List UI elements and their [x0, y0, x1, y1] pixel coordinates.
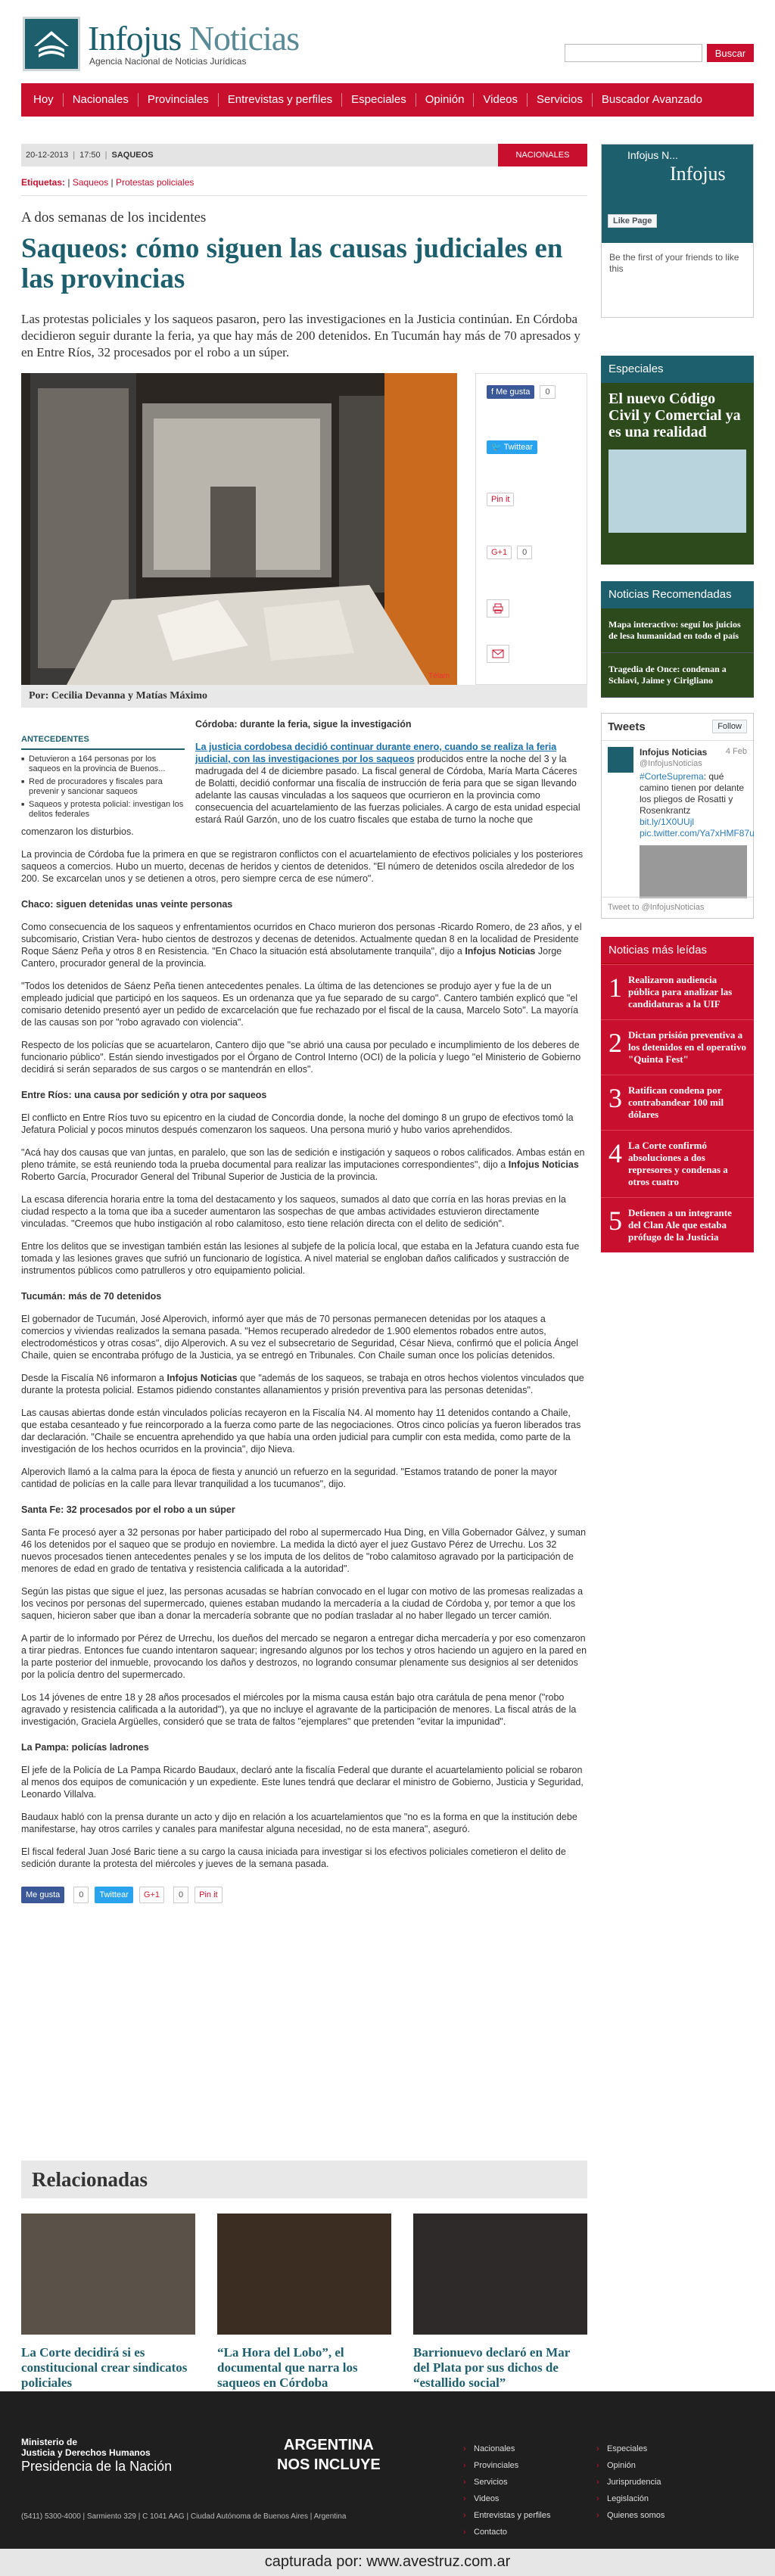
fb-page-title[interactable]: Infojus N... [627, 149, 678, 161]
avatar[interactable] [608, 747, 633, 773]
paragraph: La provincia de Córdoba fue la primera en que se registraron conflictos con el acuartelamiento de efectivos policiales y los posteriores saqueos a comercios. Hubo un muerto, decenas de heridos y cientos de detenidos. "El número de detenidos oscila alrededor de los 200. Se excarcelan unos y se detienen a otros, pero siempre cerca de ese número". [21, 849, 584, 884]
recom-item[interactable]: Tragedia de Once: condenan a Schiavi, Jaime y Cirigliano [601, 653, 754, 698]
rank-number: 3 [608, 1083, 622, 1113]
arg-line: ARGENTINA [283, 2437, 374, 2453]
bottom-share-bar [21, 1887, 587, 1903]
fb-count-bottom: 0 [73, 1887, 89, 1903]
tweet-image[interactable] [640, 845, 747, 898]
rank-number: 5 [608, 1206, 622, 1236]
most-read-title: Noticias más leídas [601, 937, 754, 964]
footer-link[interactable]: › Videos [463, 2494, 596, 2503]
codigo-title[interactable]: El nuevo Código Civil y Comercial ya es una realidad [608, 390, 741, 440]
nav-entrevistas[interactable]: Entrevistas y perfiles [219, 93, 342, 107]
facebook-like-button[interactable] [487, 385, 534, 399]
subhead-entre-rios: Entre Ríos: una causa por sedición y otra por saqueos [21, 1090, 267, 1100]
nav-videos[interactable]: Videos [474, 93, 528, 107]
google-plus-button[interactable]: G+1 [487, 546, 512, 559]
paragraph-text: Como consecuencia de los saqueos y enfrentamientos ocurridos en Chaco murieron dos personas -Ricardo Romero, de 23 años, y el subcomisario, Cristian Vera- hubo cientos de destrozos y decenas de detenidos. Actualmente quedan 8 en la localidad de Presidente Roque Sáenz Peña y otros 8 en Resistencia. "En Chaco la situación está absolutamente tranquila", dijo a [21, 922, 582, 957]
article-column [21, 144, 587, 1903]
fb-like-label: Me gusta [496, 387, 531, 397]
capture-caption: capturada por: www.avestruz.com.ar [0, 2549, 775, 2576]
footer-link[interactable]: › Jurisprudencia [596, 2478, 730, 2487]
footer-link[interactable]: › Contacto [463, 2528, 596, 2537]
paragraph: "Todos los detenidos de Sáenz Peña tienen antecedentes penales. La última de las detenciones se produjo ayer y fue la de un empleado judicial que participó en los saqueos. Es un ordenanza que ya fue separado de su cargo". Cantero también explicó que "el comisario detenido presentó ayer un pedido de excarcelación que fue rechazado por el fiscal de la causa, Marcelo Soto". La mayoría de las causas son por "robo agravado con violencia". [21, 981, 579, 1028]
fb-page-cover[interactable] [602, 145, 753, 243]
site-logo[interactable] [23, 17, 299, 71]
footer-link[interactable]: › Servicios [463, 2478, 596, 2487]
related-thumbnail[interactable] [413, 2214, 587, 2335]
pinterest-button-bottom[interactable]: Pin it [195, 1887, 222, 1903]
antecedentes-title: ANTECEDENTES [21, 733, 185, 750]
most-read-text[interactable]: La Corte confirmó absoluciones a dos represores y condenas a otros cuatro [628, 1140, 728, 1187]
paragraph-text: Desde la Fiscalía N6 informaron a [21, 1373, 167, 1383]
most-read-item[interactable] [601, 1130, 754, 1197]
article-headline: Saqueos: cómo siguen las causas judiciales en las provincias [21, 233, 563, 294]
antecedente-link[interactable]: ■ Red de procuradores y fiscales para prevenir y sancionar saqueos [21, 777, 185, 797]
facebook-icon: f [491, 387, 496, 397]
recom-title: Noticias Recomendadas [601, 581, 754, 608]
tweet-handle[interactable]: @InfojusNoticias [640, 759, 702, 768]
rank-number: 2 [608, 1028, 622, 1058]
logo-main: Infojus [88, 19, 182, 58]
footer-link[interactable]: › Entrevistas y perfiles [463, 2511, 596, 2520]
bold-text: Infojus Noticias [167, 1373, 238, 1383]
most-read-item[interactable] [601, 1197, 754, 1252]
gp-count-bottom: 0 [173, 1887, 188, 1903]
related-section [21, 2161, 587, 2391]
argentina-logo [277, 2435, 381, 2475]
tweets-title: Tweets [602, 714, 753, 741]
ministry-line: Ministerio de [21, 2437, 78, 2447]
nav-especiales[interactable]: Especiales [342, 93, 416, 107]
print-button[interactable] [487, 599, 509, 618]
main-nav [21, 83, 754, 117]
footer-link[interactable]: › Quienes somos [596, 2511, 730, 2520]
article-byline: Por: Cecilia Devanna y Matías Máximo [21, 685, 587, 708]
codigo-image[interactable] [608, 450, 746, 533]
dateline: 20-12-2013 | 17:50 | SAQUEOS NACIONALES [21, 144, 587, 166]
bold-text: Infojus Noticias [508, 1159, 579, 1170]
arg-line: NOS INCLUYE [277, 2456, 381, 2473]
page [21, 0, 755, 2390]
subhead-santa-fe: Santa Fe: 32 procesados por el robo a un súper [21, 1504, 235, 1515]
mail-icon [492, 649, 504, 658]
footer-link[interactable]: › Provinciales [463, 2461, 596, 2470]
most-read-text[interactable]: Dictan prisión preventiva a los detenidos en el operativo "Quinta Fest" [628, 1029, 746, 1065]
paragraph-text: que "además de los saqueos, se trabaja en otros hechos violentos vinculados que durante la protesta policial. Estamos pidiendo constantes allanamientos y prisión preventiva para las personas detenidas". [21, 1373, 584, 1395]
google-plus-button-bottom[interactable]: G+1 [139, 1887, 164, 1903]
site-header [21, 0, 754, 83]
tweet-compose[interactable]: Tweet to @InfojusNoticias [602, 897, 753, 918]
search-input[interactable] [565, 44, 702, 62]
gp-count: 0 [517, 546, 532, 559]
photo-credit: Télam [428, 672, 450, 680]
tweet-text [602, 768, 753, 839]
paragraph: El conflicto en Entre Ríos tuvo su epicentro en la ciudad de Concordia donde, la noche del domingo 8 un grupo de efectivos tomó la Jefatura Policial y pocos minutos después comenzaron los saqueos. Una persona murió y hubo varios aprehendidos. [21, 1112, 574, 1135]
related-item-title[interactable]: La Corte decidirá si es constitucional crear sindicatos policiales [21, 2345, 188, 2390]
paragraph: Los 14 jóvenes de entre 18 y 28 años procesados el miércoles por la misma causa están bajo otra carátula de pena menor ("robo agravado y resistencia calificada a la autoridad"), ya que no incluye el agravante de la participación de menores. La fiscal atrás de la investigación, Graciela Argüelles, consideró que se trata de faltos "ejemplares" que pretenden "evitar la impunidad". [21, 1692, 577, 1727]
fb-page-logo: Infojus [670, 163, 726, 185]
ministry-presidencia: Presidencia de la Nación [21, 2459, 173, 2474]
fb-like-page-button[interactable]: Like Page [608, 214, 657, 228]
ministry-logo[interactable] [21, 2437, 172, 2472]
logo-subtitle: Agencia Nacional de Noticias Jurídicas [89, 56, 247, 67]
share-box [475, 373, 587, 685]
fb-page-text: Be the first of your friends to like this [609, 252, 739, 274]
paragraph [21, 1372, 587, 1396]
nav-opinion[interactable]: Opinión [416, 93, 475, 107]
subhead-chaco: Chaco: siguen detenidas unas veinte personas [21, 899, 233, 910]
tweet-date[interactable]: 4 Feb [725, 747, 747, 756]
paragraph: Las causas abiertas donde están vinculados policías recayeron en la Fiscalía N4. Al momento hay 11 detenidos contando a Chaile, que estaba cesanteado y fue reincorporado a la fuerza como parte de las negociaciones. Otros cinco policías ya fueron liberados tras dar declaración. "Chaile se encuentra aprehendido ya que había una orden judicial para cumplir con esta medida, como parte de la investigación de los hechos ocurridos en la provincia", dijo Nieva. [21, 1408, 581, 1454]
related-title: Relacionadas [21, 2161, 587, 2198]
most-read [601, 937, 754, 1252]
most-read-item[interactable] [601, 964, 754, 1019]
media-row [21, 373, 587, 708]
footer-link[interactable]: › Legislación [596, 2494, 730, 2503]
twitter-widget [601, 713, 754, 919]
most-read-text[interactable]: Realizaron audiencia pública para analizar las candidaturas a la UIF [628, 974, 733, 1010]
paragraph: Baudaux habló con la prensa durante un acto y dijo en relación a los acuartelamientos que "no es la forma en que la institución debe manifestarse, hay otros carriles y canales para manifestar alguna necesidad, no de esta manera", aseguró. [21, 1812, 577, 1834]
paragraph: El fiscal federal Juan José Baric tiene a su cargo la causa iniciada para investigar si los efectivos policiales cometieron el delito de sedición durante la protesta del miércoles y jueves de la semana pasada. [21, 1846, 566, 1869]
article-body [21, 718, 587, 1903]
tag-saqueos[interactable]: Saqueos [72, 177, 109, 188]
twitter-button-bottom[interactable]: Twittear [95, 1887, 133, 1903]
article-kicker: A dos semanas de los incidentes [21, 210, 207, 226]
tweet-hashtag[interactable]: #CorteSuprema [640, 771, 704, 782]
paragraph-text: Roberto García, Procurador General del Tribunal Superior de Justicia de la provincia. [21, 1171, 378, 1182]
tweet-author[interactable] [602, 741, 753, 768]
most-read-item[interactable] [601, 1075, 754, 1130]
rank-number: 1 [608, 972, 622, 1003]
paragraph [21, 1146, 587, 1183]
inline-link[interactable]: La justicia cordobesa decidió continuar durante enero, cuando se realiza la feria judicial, con las investigaciones por los saqueos [195, 742, 557, 764]
print-icon [493, 603, 503, 614]
article-date: 20-12-2013 [26, 151, 69, 160]
paragraph: Respecto de los policías que se acuartelaron, Cantero dijo que "se abrió una causa por peculado e incumplimiento de los deberes de funcionario público". Están siendo investigados por el Órgano de Control Interno (OCI) de la policía y luego "el Ministerio de Gobierno decidirá si serán separados de sus cargos o se mantendrán en ellos". [21, 1040, 581, 1075]
article-photo[interactable] [21, 373, 457, 685]
section-badge[interactable]: NACIONALES [498, 144, 587, 166]
related-item-title[interactable]: “La Hora del Lobo”, el documental que narra los saqueos en Córdoba [217, 2345, 358, 2390]
twitter-follow-button[interactable]: Follow [712, 720, 747, 733]
footer-address: (5411) 5300-4000 | Sarmiento 329 | C 1041 AAG | Ciudad Autónoma de Buenos Aires | Argentina [21, 2512, 347, 2521]
tweet-link[interactable]: bit.ly/1X0UUjl pic.twitter.com/Ya7xHMF87u [640, 817, 755, 838]
related-item-title[interactable]: Barrionuevo declaró en Mar del Plata por sus dichos de “estallido social” [413, 2345, 570, 2390]
related-thumbnail[interactable] [217, 2214, 391, 2335]
ministry-line: Justicia y Derechos Humanos [21, 2447, 151, 2458]
article-section[interactable]: SAQUEOS [111, 151, 154, 160]
most-read-text[interactable]: Ratifican condena por contrabandear 100 mil dólares [628, 1084, 724, 1120]
most-read-item[interactable] [601, 1019, 754, 1075]
footer-link[interactable]: › Nacionales [463, 2444, 596, 2453]
tweet-user-name[interactable]: Infojus Noticias [640, 747, 708, 758]
bold-text: Infojus Noticias [465, 946, 536, 957]
paragraph: Entre los delitos que se investigan también están las lesiones al subjefe de la policía local, que estaba en la Jefatura cuando esta fue tomada y las lesiones graves que sufrió un funcionario de logística. A nivel material se engloban daños calificados y sustracción de instrumentos públicos como patrulleros y otro equipamiento policial. [21, 1241, 580, 1276]
footer-link[interactable]: › Opinión [596, 2461, 730, 2470]
paragraph: Según las pistas que sigue el juez, las personas acusadas se habrían convocado en el lugar con motivo de las promesas realizadas a los vecinos por personas del supermercado, quienes estaban mudando la mercadería a la ciudad de Córdoba y, por temor a que los saquen, hicieron saber que iban a donar la mercadería sobrante que no podían trasladar al no haber llegado un tercer camión. [21, 1586, 584, 1621]
rank-number: 4 [608, 1138, 622, 1168]
recommended-news [601, 581, 754, 698]
subhead-la-pampa: La Pampa: policías ladrones [21, 1742, 149, 1753]
paragraph-text: Jorge Cantero, procurador general de la provincia. [21, 946, 562, 969]
logo-second: Noticias [188, 19, 300, 58]
pinterest-button[interactable]: Pin it [487, 493, 514, 506]
footer-link[interactable]: › Especiales [596, 2444, 730, 2453]
footer-links [463, 2444, 730, 2537]
paragraph: El gobernador de Tucumán, José Alperovich, informó ayer que más de 70 personas permanecen detenidas por los ataques a comercios y viviendas realizados la semana pasada. "Hemos recuperado alrededor de 1.900 elementos robados entre autos, electrodomésticos y otras cosas", dijo Alperovich. A su vez el subsecretario de Seguridad, César Nieva, confirmó que el policía Ángel Chaile, quien se encontraba prófugo de la Justicia, ya se entregó en Tribunales. Con Chaile suman once los policías detenidos. [21, 1314, 579, 1361]
twitter-icon: 🐦 [491, 443, 504, 452]
nav-buscador[interactable]: Buscador Avanzado [601, 93, 703, 106]
codigo-civil-promo[interactable] [601, 383, 754, 565]
tags-row: Etiquetas: | Saqueos | Protestas policiales [21, 177, 587, 196]
paragraph: Alperovich llamó a la calma para la época de fiesta y anunció un refuerzo en la seguridad. "Estamos tratando de poner la mayor cantidad de policías en la calle para llevar tranquilidad a los tucumanos", dijo. [21, 1467, 558, 1489]
recom-item[interactable]: Mapa interactivo: seguí los juicios de lesa humanidad en todo el país [601, 608, 754, 653]
antecedente-link[interactable]: ■ Saqueos y protesta policial: investigan los delitos federales [21, 800, 185, 820]
tw-label: Twittear [503, 443, 534, 452]
paragraph: Santa Fe procesó ayer a 32 personas por haber participado del robo al supermercado Hua Ding, en Villa Gobernador Gálvez, y suman 46 los detenidos por el saqueo que se produjo en noviembre. La medida la dictó ayer el juez Gustavo Pérez de Urrechu. Los 32 nuevos procesados tienen antecedentes penales y se los imputa de los delitos de "robo calamitoso agravado por la participación de menores de edad en grado de tentativa y resistencia calificada a la autoridad". [21, 1527, 587, 1574]
facebook-page-widget [601, 144, 754, 318]
fb-like-count: 0 [540, 385, 555, 399]
antecedentes-box [21, 733, 185, 823]
section-cordoba-title: Córdoba: durante la feria, sigue la investigación [195, 719, 412, 730]
article-lead: Las protestas policiales y los saqueos pasaron, pero las investigaciones en la Justicia continúan. En Córdoba decidieron seguir durante la feria, ya que hay más de 200 detenidos. En Tucumán hay más de 70 apresados y en Entre Ríos, 32 procesados por el robo a un súper. [21, 312, 580, 359]
paragraph-text: "Acá hay dos causas que van juntas, en paralelo, que son las de sedición e instigación y saqueos o robos calificados. Ambas están en pleno trámite, se está reuniendo toda la prueba documental para realizar las imputaciones correspondientes", dijo a [21, 1147, 585, 1170]
related-thumbnail[interactable] [21, 2214, 195, 2335]
site-footer [0, 2391, 775, 2576]
paragraph-text: producidos entre la noche del 3 y la madrugada del 4 de diciembre pasado. La fiscal general de Córdoba, María Marta Cáceres de Bolatti, decidió conformar una fiscalía de instrucción de feria para que se sigan llevando adelante las causas vinculadas a los saqueos que ocurrieron en la provincia como consecuencia del acuartelamiento de las fuerzas policiales. A cargo de esta unidad especial estará Raúl Garzón, uno de los cuatro fiscales que estaba de turno la noche que comenzaron los disturbios. [21, 754, 580, 837]
nav-nacionales[interactable]: Nacionales [64, 93, 139, 107]
logo-icon [23, 17, 80, 71]
tweet-body: : qué camino tienen por delante los pliegos de Rosatti y Rosenkrantz [640, 771, 745, 816]
email-button[interactable] [487, 645, 509, 663]
search-bar [565, 44, 754, 62]
article-time: 17:50 [79, 151, 101, 160]
paragraph: La escasa diferencia horaria entre la toma del destacamento y los saqueos, sumados al dato que corría en las horas previas en la ciudad respecto a la toma que iba a suceder aumentaron las sospechas de que ambas actividades estuvieron directamente vinculadas. "Creemos que hubo instigación al robo calamitoso, esto tiene relación directa con el delito de sedición". [21, 1194, 566, 1229]
especiales-title[interactable]: Especiales [601, 356, 754, 383]
tags-label: Etiquetas: [21, 177, 66, 188]
nav-hoy[interactable]: Hoy [24, 93, 64, 107]
related-item[interactable] [413, 2214, 587, 2391]
twitter-button[interactable] [487, 440, 537, 454]
paragraph [21, 921, 587, 969]
paragraph: A partir de lo informado por Pérez de Urrechu, los dueños del mercado se negaron a entregar dicha mercadería y por eso comenzaron a tirar piedras. Entonces fue cuando intentaron saquear; ingresando algunos por los techos y otros haciendo un agujero en la pared en la parte posterior del inmueble, provocando los daños y destrozos, no logrando consumar plenamente sus designios al ser detenidos por la policía dentro del supermercado. [21, 1633, 587, 1680]
most-read-text[interactable]: Detienen a un integrante del Clan Ale que estaba prófugo de la Justicia [628, 1207, 732, 1243]
photo-illustration [21, 373, 457, 685]
antecedente-link[interactable]: ■ Detuvieron a 164 personas por los saqueos en la provincia de Buenos... [21, 754, 185, 774]
sidebar [601, 144, 754, 1252]
nav-servicios[interactable]: Servicios [528, 93, 593, 107]
subhead-tucuman: Tucumán: más de 70 detenidos [21, 1291, 162, 1302]
tag-protestas[interactable]: Protestas policiales [115, 177, 195, 188]
nav-provinciales[interactable]: Provinciales [139, 93, 219, 107]
paragraph: El jefe de la Policía de La Pampa Ricardo Baudaux, declaró ante la fiscalía Federal que durante el acuartelamiento policial se robaron al menos dos equipos de comunicación y un expediente. Este lunes tendrá que declarar el ministro de Gobierno, Justicia y Seguridad, Leonardo Villalva. [21, 1765, 584, 1800]
related-item[interactable] [21, 2214, 195, 2391]
related-item[interactable] [217, 2214, 391, 2391]
search-button[interactable]: Buscar [707, 44, 754, 62]
facebook-like-button-bottom[interactable]: Me gusta [21, 1887, 64, 1903]
